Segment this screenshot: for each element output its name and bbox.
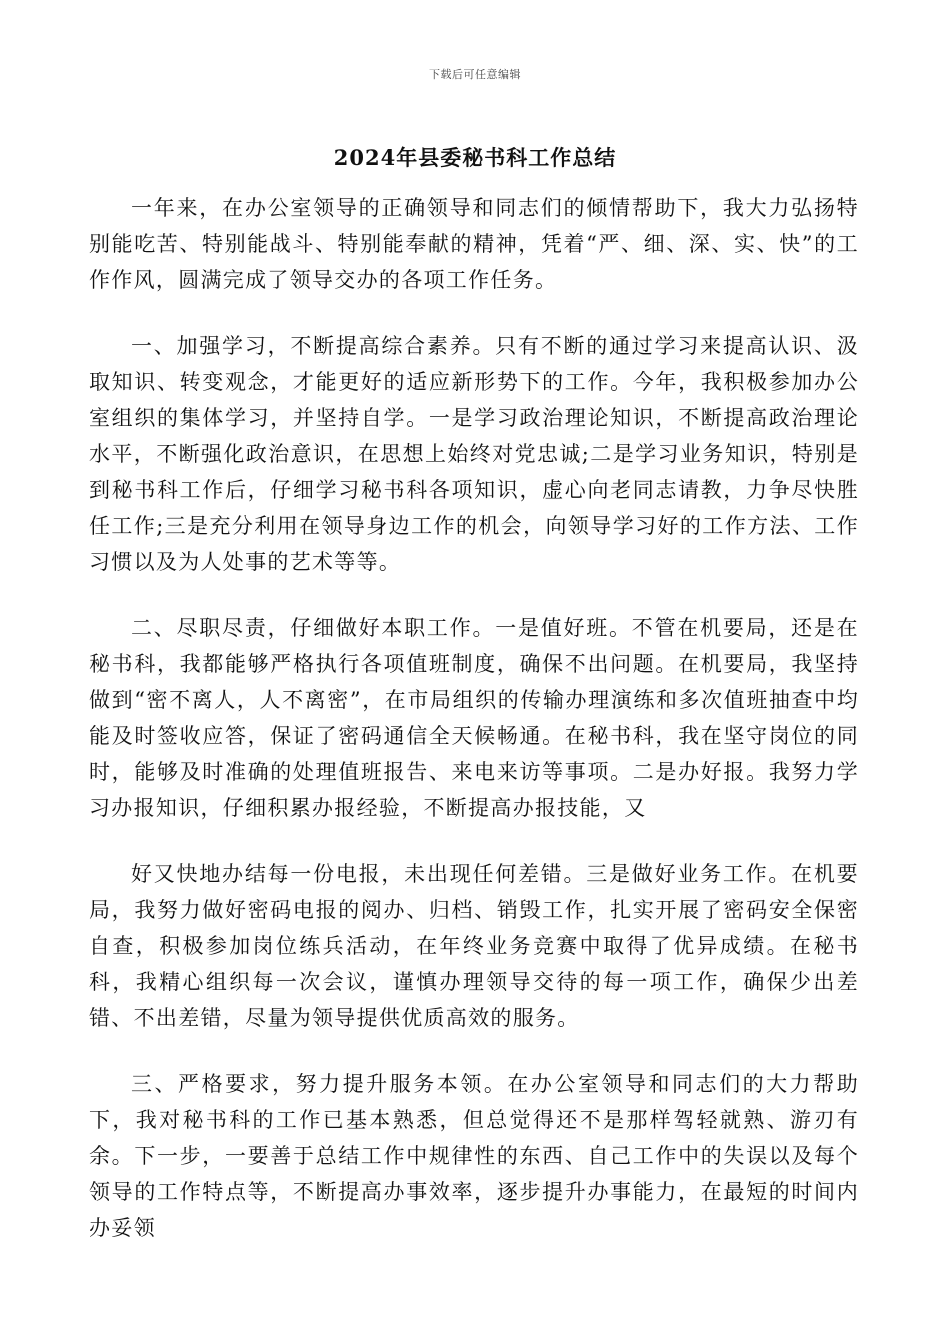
- paragraph-section-2: 二、尽职尽责，仔细做好本职工作。一是值好班。不管在机要局，还是在秘书科，我都能够严格执行各项值班制度，确保不出问题。在机要局，我坚持做到“密不离人，人不离密”，在市局组织的传输办理演练和多次值班抽查中均能及时签收应答，保证了密码通信全天候畅通。在秘书科，我在坚守岗位的同时，能够及时准确的处理值班报告、来电来访等事项。二是办好报。我努力学习办报知识，仔细积累办报经验，不断提高办报技能，又: [89, 616, 859, 820]
- header-note: 下载后可任意编辑: [429, 68, 521, 81]
- paragraph-section-2-continued: 好又快地办结每一份电报，未出现任何差错。三是做好业务工作。在机要局，我努力做好密码电报的阅办、归档、销毁工作，扎实开展了密码安全保密自查，积极参加岗位练兵活动，在年终业务竞赛中取得了优异成绩。在秘书科，我精心组织每一次会议，谨慎办理领导交待的每一项工作，确保少出差错、不出差错，尽量为领导提供优质高效的服务。: [89, 862, 859, 1030]
- document-body: [89, 190, 859, 1276]
- paragraph-section-1: 一、加强学习，不断提高综合素养。只有不断的通过学习来提高认识、汲取知识、转变观念，才能更好的适应新形势下的工作。今年，我积极参加办公室组织的集体学习，并坚持自学。一是学习政治理论知识，不断提高政治理论水平，不断强化政治意识，在思想上始终对党忠诚;二是学习业务知识，特别是到秘书科工作后，仔细学习秘书科各项知识，虚心向老同志请教，力争尽快胜任工作;三是充分利用在领导身边工作的机会，向领导学习好的工作方法、工作习惯以及为人处事的艺术等等。: [89, 334, 859, 574]
- document-title: 2024年县委秘书科工作总结: [333, 145, 617, 170]
- paragraph-intro: 一年来，在办公室领导的正确领导和同志们的倾情帮助下，我大力弘扬特别能吃苦、特别能战斗、特别能奉献的精神，凭着“严、细、深、实、快”的工作作风，圆满完成了领导交办的各项工作任务。: [89, 196, 859, 292]
- paragraph-section-3: 三、严格要求，努力提升服务本领。在办公室领导和同志们的大力帮助下，我对秘书科的工作已基本熟悉，但总觉得还不是那样驾轻就熟、游刃有余。下一步，一要善于总结工作中规律性的东西、自己工作中的失误以及每个领导的工作特点等，不断提高办事效率，逐步提升办事能力，在最短的时间内办妥领: [89, 1072, 859, 1240]
